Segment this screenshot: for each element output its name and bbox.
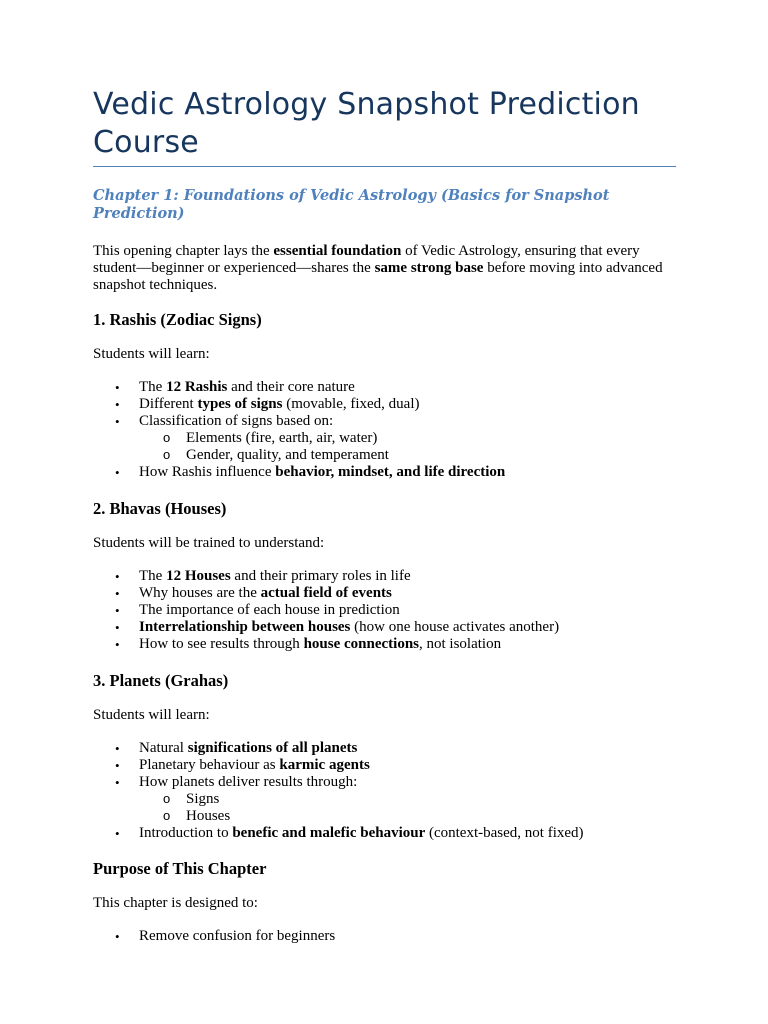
item-bold: 12 Rashis — [166, 379, 228, 395]
item-text: How Rashis influence — [139, 464, 276, 480]
bullet-icon: • — [115, 465, 120, 480]
sub-list-item — [93, 808, 676, 825]
list-item — [93, 619, 676, 636]
item-bold: types of signs — [197, 396, 283, 412]
bullet-icon: • — [115, 929, 120, 944]
item-text: and their core nature — [227, 379, 355, 395]
sub-list-item — [93, 447, 676, 464]
subitem-text: Elements (fire, earth, air, water) — [186, 430, 378, 446]
purpose-list — [93, 928, 676, 945]
bullet-icon: • — [115, 397, 120, 412]
sub-list-item — [93, 430, 676, 447]
sub-bullet-icon: o — [163, 791, 171, 806]
subitem-text: Houses — [186, 808, 231, 824]
list-item — [93, 928, 676, 945]
list-item — [93, 774, 676, 825]
list-item — [93, 379, 676, 396]
list-item — [93, 585, 676, 602]
intro-bold-2: same strong base — [374, 260, 484, 276]
item-text: (movable, fixed, dual) — [282, 396, 420, 412]
rashis-sublist — [139, 430, 676, 464]
section-lead-bhavas: Students will be trained to understand: — [93, 535, 325, 551]
list-item — [93, 602, 676, 619]
item-bold: karmic agents — [279, 757, 370, 773]
list-item — [93, 396, 676, 413]
list-item — [93, 636, 676, 653]
section-lead-purpose: This chapter is designed to: — [93, 895, 258, 911]
item-text: Why houses are the — [139, 585, 261, 601]
item-text: Natural — [139, 740, 188, 756]
item-bold: 12 Houses — [166, 568, 231, 584]
rashis-list — [93, 379, 676, 481]
intro-text-3: before moving into advanced snapshot techniques. — [93, 260, 663, 293]
sub-bullet-icon: o — [163, 808, 171, 823]
bullet-icon: • — [115, 586, 120, 601]
intro-paragraph — [93, 243, 676, 294]
item-text: (how one house activates another) — [350, 619, 560, 635]
item-bold: Interrelationship between houses — [139, 619, 351, 635]
grahas-list — [93, 740, 676, 842]
item-text: The importance of each house in prediction — [139, 602, 400, 618]
bullet-icon: • — [115, 414, 120, 429]
bullet-icon: • — [115, 620, 120, 635]
item-text: The — [139, 568, 167, 584]
item-text: Different — [139, 396, 198, 412]
section-heading-purpose: Purpose of This Chapter — [93, 859, 267, 878]
list-item — [93, 825, 676, 842]
item-text: Planetary behaviour as — [139, 757, 280, 773]
intro-text-1: This opening chapter lays the — [93, 243, 274, 259]
item-bold: actual field of events — [260, 585, 392, 601]
bullet-icon: • — [115, 380, 120, 395]
section-heading-grahas: 3. Planets (Grahas) — [93, 671, 229, 690]
sub-list-item — [93, 791, 676, 808]
section-lead-grahas: Students will learn: — [93, 707, 210, 723]
item-bold: house connections — [303, 636, 419, 652]
bullet-icon: • — [115, 741, 120, 756]
bullet-icon: • — [115, 775, 120, 790]
list-item — [93, 568, 676, 585]
item-bold: significations of all planets — [187, 740, 358, 756]
list-item — [93, 464, 676, 481]
item-text: , not isolation — [419, 636, 502, 652]
subitem-text: Signs — [186, 791, 220, 807]
item-text: Introduction to — [139, 825, 233, 841]
item-text: Classification of signs based on: — [139, 413, 334, 429]
sub-bullet-icon: o — [163, 447, 171, 462]
item-text: How to see results through — [139, 636, 304, 652]
item-text: and their primary roles in life — [230, 568, 411, 584]
bullet-icon: • — [115, 569, 120, 584]
section-heading-bhavas: 2. Bhavas (Houses) — [93, 499, 227, 518]
list-item — [93, 413, 676, 464]
item-bold: benefic and malefic behaviour — [232, 825, 426, 841]
bullet-icon: • — [115, 758, 120, 773]
document-body — [93, 86, 676, 945]
document-title: Vedic Astrology Snapshot Prediction Course — [93, 86, 676, 167]
bullet-icon: • — [115, 637, 120, 652]
list-item — [93, 757, 676, 774]
bullet-icon: • — [115, 603, 120, 618]
sub-bullet-icon: o — [163, 430, 171, 445]
item-bold: behavior, mindset, and life direction — [275, 464, 506, 480]
item-text: The — [139, 379, 167, 395]
bullet-icon: • — [115, 826, 120, 841]
section-lead-rashis: Students will learn: — [93, 346, 210, 362]
item-text: (context-based, not fixed) — [425, 825, 584, 841]
item-text: Remove confusion for beginners — [139, 928, 336, 944]
item-text: How planets deliver results through: — [139, 774, 358, 790]
bhavas-list — [93, 568, 676, 653]
grahas-sublist — [139, 791, 676, 825]
chapter-heading: Chapter 1: Foundations of Vedic Astrology (Basics for Snapshot Prediction) — [93, 187, 610, 222]
list-item — [93, 740, 676, 757]
intro-bold-1: essential foundation — [273, 243, 402, 259]
section-heading-rashis: 1. Rashis (Zodiac Signs) — [93, 310, 262, 329]
subitem-text: Gender, quality, and temperament — [186, 447, 389, 463]
intro-text-2: of Vedic Astrology, ensuring that every student—beginner or experienced—shares the — [93, 243, 640, 276]
